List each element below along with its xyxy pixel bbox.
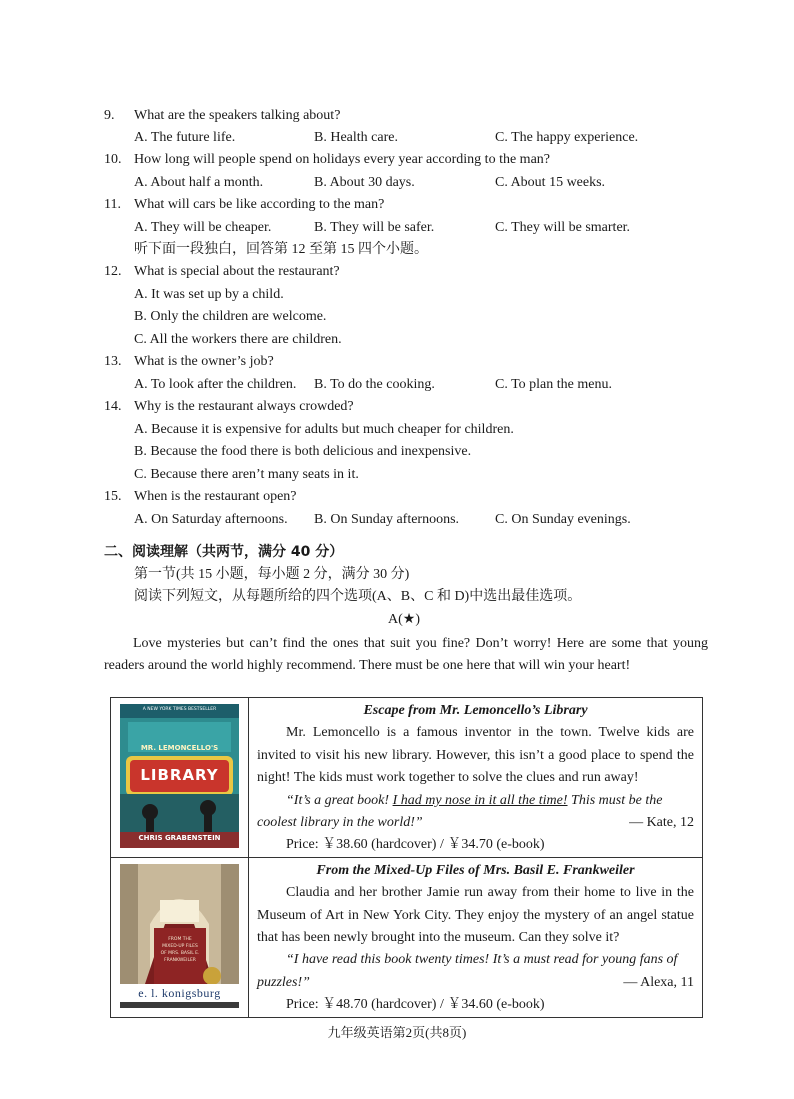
- question-text: What are the speakers talking about?: [134, 108, 341, 123]
- review-text: “I have read this book twenty times! It’s a must read for young fans of puzzles!”: [257, 952, 678, 990]
- question-number: 15.: [104, 489, 122, 504]
- option-a: A. It was set up by a child.: [134, 287, 284, 302]
- option-c: C. They will be smarter.: [495, 220, 631, 235]
- cover-title-main: LIBRARY: [140, 766, 219, 784]
- option-a: A. About half a month.: [134, 175, 264, 190]
- question-text: What is the owner’s job?: [134, 354, 274, 369]
- option-a: A. The future life.: [134, 130, 236, 145]
- question-text: What will cars be like according to the man?: [134, 197, 385, 212]
- question-number: 12.: [104, 264, 122, 279]
- table-row: [111, 857, 703, 1017]
- question-number: 13.: [104, 354, 122, 369]
- option-a: A. On Saturday afternoons.: [134, 512, 288, 527]
- table-row: [111, 698, 703, 858]
- option-c: C. To plan the menu.: [495, 377, 612, 392]
- option-b: B. To do the cooking.: [314, 377, 435, 392]
- book-price: Price: ￥48.70 (hardcover) / ￥34.60 (e-book): [286, 997, 545, 1013]
- book-description: Claudia and her brother Jamie run away from their home to live in the Museum of Art in New York City. They enjoy the mystery of an angel statue that has been newly brought into the museum. Can they solve it?: [257, 885, 694, 946]
- question-text: What is special about the restaurant?: [134, 264, 340, 279]
- option-b: B. On Sunday afternoons.: [314, 512, 460, 527]
- book-review: [257, 949, 694, 994]
- option-b: B. They will be safer.: [314, 220, 435, 235]
- review-text: “It’s a great book!: [286, 792, 393, 808]
- option-c: C. All the workers there are children.: [134, 332, 342, 347]
- review-text-end: This must be the coolest library in the world!”: [257, 792, 663, 831]
- book-review: [257, 790, 694, 835]
- option-b: B. Because the food there is both delicious and inexpensive.: [134, 444, 472, 459]
- monologue-instruction: 听下面一段独白，回答第 12 至第 15 四个小题。: [134, 242, 428, 257]
- cover-author: CHRIS GRABENSTEIN: [138, 834, 221, 842]
- passage-intro: Love mysteries but can’t find the ones that suit you fine? Don’t worry! Here are some that young readers around the world highly recommend. There must be one here that will win your heart!: [104, 636, 708, 674]
- book-cover-cell: [111, 857, 249, 1017]
- option-c: C. Because there aren’t many seats in it.: [134, 467, 359, 482]
- book-description: Mr. Lemoncello is a famous inventor in the town. Twelve kids are invited to visit his new library. However, this isn’t a good place to spend the night! The kids must work together to solve the clues and run away!: [257, 725, 694, 786]
- page-footer: 九年级英语第2页(共8页): [327, 1025, 467, 1040]
- book-cover-cell: [111, 698, 249, 858]
- question-text: How long will people spend on holidays every year according to the man?: [134, 152, 550, 167]
- option-a: A. To look after the children.: [134, 377, 297, 392]
- option-c: C. About 15 weeks.: [495, 175, 606, 190]
- question-text: When is the restaurant open?: [134, 489, 297, 504]
- book-cover-lemoncello: [120, 704, 239, 848]
- reading-instruction: 阅读下列短文，从每题所给的四个选项(A、B、C 和 D)中选出最佳选项。: [134, 589, 582, 604]
- cover-subtitle: FROM THE MIXED-UP FILES OF MRS. BASIL E. FRANKWEILER: [160, 936, 200, 963]
- question-text: Why is the restaurant always crowded?: [134, 399, 354, 414]
- question-number: 14.: [104, 399, 122, 414]
- review-underlined: I had my nose in it all the time!: [392, 792, 568, 808]
- reviewer: — Alexa, 11: [623, 974, 694, 990]
- reviewer: — Kate, 12: [629, 815, 694, 831]
- option-a: A. Because it is expensive for adults but much cheaper for children.: [134, 422, 514, 437]
- option-b: B. Health care.: [314, 130, 398, 145]
- section-title: 二、阅读理解（共两节，满分 40 分）: [104, 544, 344, 560]
- book-cover-frankweiler: [120, 864, 239, 1008]
- book-title: Escape from Mr. Lemoncello’s Library: [363, 703, 588, 718]
- cover-title-top: MR. LEMONCELLO'S: [140, 744, 219, 752]
- question-number: 9.: [104, 108, 115, 123]
- book-info-cell: [249, 857, 703, 1017]
- part-info: 第一节(共 15 小题，每小题 2 分，满分 30 分): [134, 567, 410, 582]
- book-info-cell: [249, 698, 703, 858]
- option-c: C. The happy experience.: [495, 130, 639, 145]
- cover-banner: A NEW YORK TIMES BESTSELLER: [142, 707, 217, 712]
- option-c: C. On Sunday evenings.: [495, 512, 631, 527]
- question-number: 10.: [104, 152, 122, 167]
- book-table: [110, 697, 703, 1018]
- question-number: 11.: [104, 197, 121, 212]
- passage-label: A(★): [388, 612, 420, 627]
- option-a: A. They will be cheaper.: [134, 220, 272, 235]
- option-b: B. Only the children are welcome.: [134, 309, 327, 324]
- book-title: From the Mixed-Up Files of Mrs. Basil E. Frankweiler: [316, 862, 635, 878]
- cover-author: e. l. konigsburg: [138, 985, 221, 1000]
- option-b: B. About 30 days.: [314, 175, 415, 190]
- book-price: Price: ￥38.60 (hardcover) / ￥34.70 (e-book): [286, 837, 545, 853]
